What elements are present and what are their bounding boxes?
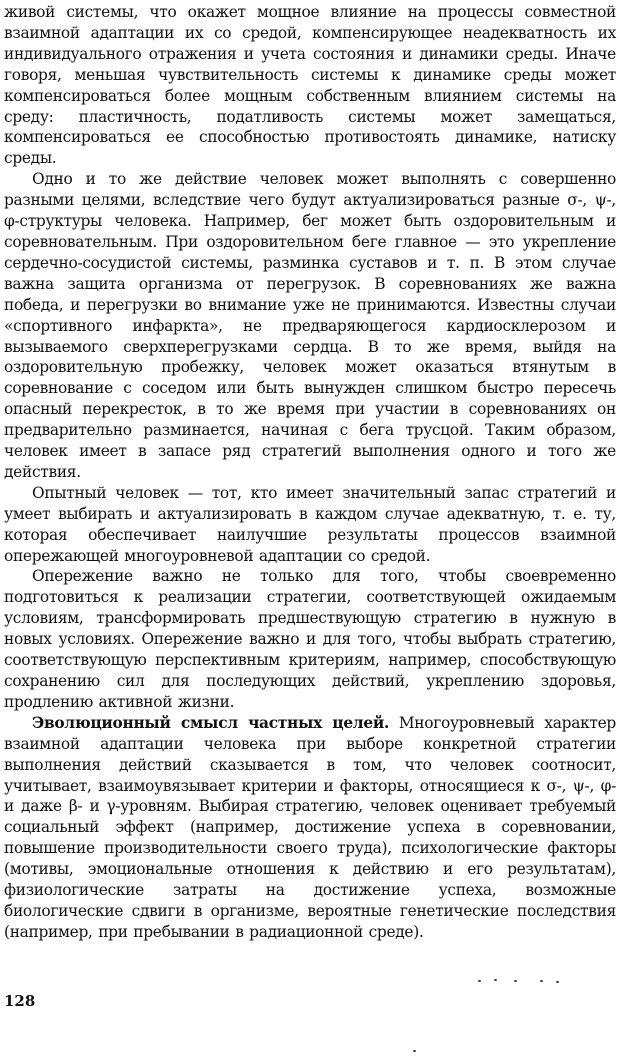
paragraph-2-text: Одно и то же действие человек может выполнять с совершенно разными целями, вследствие чего будут актуализироваться разные σ-, ψ-, φ-структуры человека. Например, бег может быть оздоровительным и соревновательным. При оздоровительном беге главное — это укрепление сердечно-сосудистой системы, разминка суставов и т. п. В этом случае важна защита организма от перегрузок. В соревнованиях же важна победа, и перегрузки во внимание уже не принимаются. Известны случаи «спортивного инфаркта», не предваряющегося кардиосклерозом и вызываемого сверхперегрузками сердца. В то же время, выйдя на оздоровительную пробежку, человек может оказаться втянутым в соревнование с соседом или быть вынужден слишком быстро пересечь опасный перекресток, в то же время при участии в соревнованиях он предварительно разминается, начиная с бега трусцой. Таким образом, человек имеет в запасе ряд стратегий выполнения одного и того же действия. xyxy=(4,170,616,481)
body-text xyxy=(4,2,616,943)
paragraph-4 xyxy=(4,566,616,712)
paragraph-1 xyxy=(4,2,616,169)
print-speck xyxy=(494,979,497,981)
print-speck xyxy=(413,1050,416,1052)
section-run-in-heading: Эволюционный смысл частных целей. xyxy=(32,713,390,732)
paragraph-5-text: Многоуровневый характер взаимной адаптации человека при выборе конкретной стратегии выполнения действий сказывается в том, что человек соотносит, учитывает, взаимоувязывает критерии и факторы, относящиеся к σ-, ψ-, φ- и даже β- и γ-уровням. Выбирая стратегию, человек оценивает требуемый социальный эффект (например, достижение успеха в соревновании, повышение производительности своего труда), психологические факторы (мотивы, эмоциональные отношения к действию и его результатам), физиологические затраты на достижение успеха, возможные биологические сдвиги в организме, вероятные генетические последствия (например, при пребывании в радиационной среде). xyxy=(4,713,616,941)
paragraph-3-text: Опытный человек — тот, кто имеет значительный запас стратегий и умеет выбирать и актуализировать в каждом случае адекватную, т. е. ту, которая обеспечивает наилучшие результаты процессов взаимной опережающей многоуровневой адаптации со средой. xyxy=(4,483,616,565)
print-speck xyxy=(514,980,517,982)
page-number: 128 xyxy=(4,992,36,1010)
print-speck xyxy=(478,980,481,982)
paragraph-2 xyxy=(4,169,616,483)
print-speck xyxy=(540,980,543,982)
print-speck xyxy=(556,981,559,983)
paragraph-1-text: живой системы, что окажет мощное влияние на процессы совместной взаимной адаптации их со средой, компенсирующее неадекватность их индивидуального отражения и учета состояния и динамики среды. Иначе говоря, меньшая чувствительность системы к динамике среды может компенсироваться более мощным собственным влиянием системы на среду: пластичность, податливость системы может замещаться, компенсироваться ее способностью противостоять динамике, натиску среды. xyxy=(4,3,616,168)
paragraph-5 xyxy=(4,713,616,943)
paragraph-3 xyxy=(4,483,616,567)
paragraph-4-text: Опережение важно не только для того, чтобы своевременно подготовиться к реализации стратегии, соответствующей ожидаемым условиям, трансформировать предшествующую стратегию в нужную в новых условиях. Опережение важно и для того, чтобы выбрать стратегию, соответствующую перспективным критериям, например, способствующую сохранению сил для последующих действий, укреплению здоровья, продлению активной жизни. xyxy=(4,567,616,711)
